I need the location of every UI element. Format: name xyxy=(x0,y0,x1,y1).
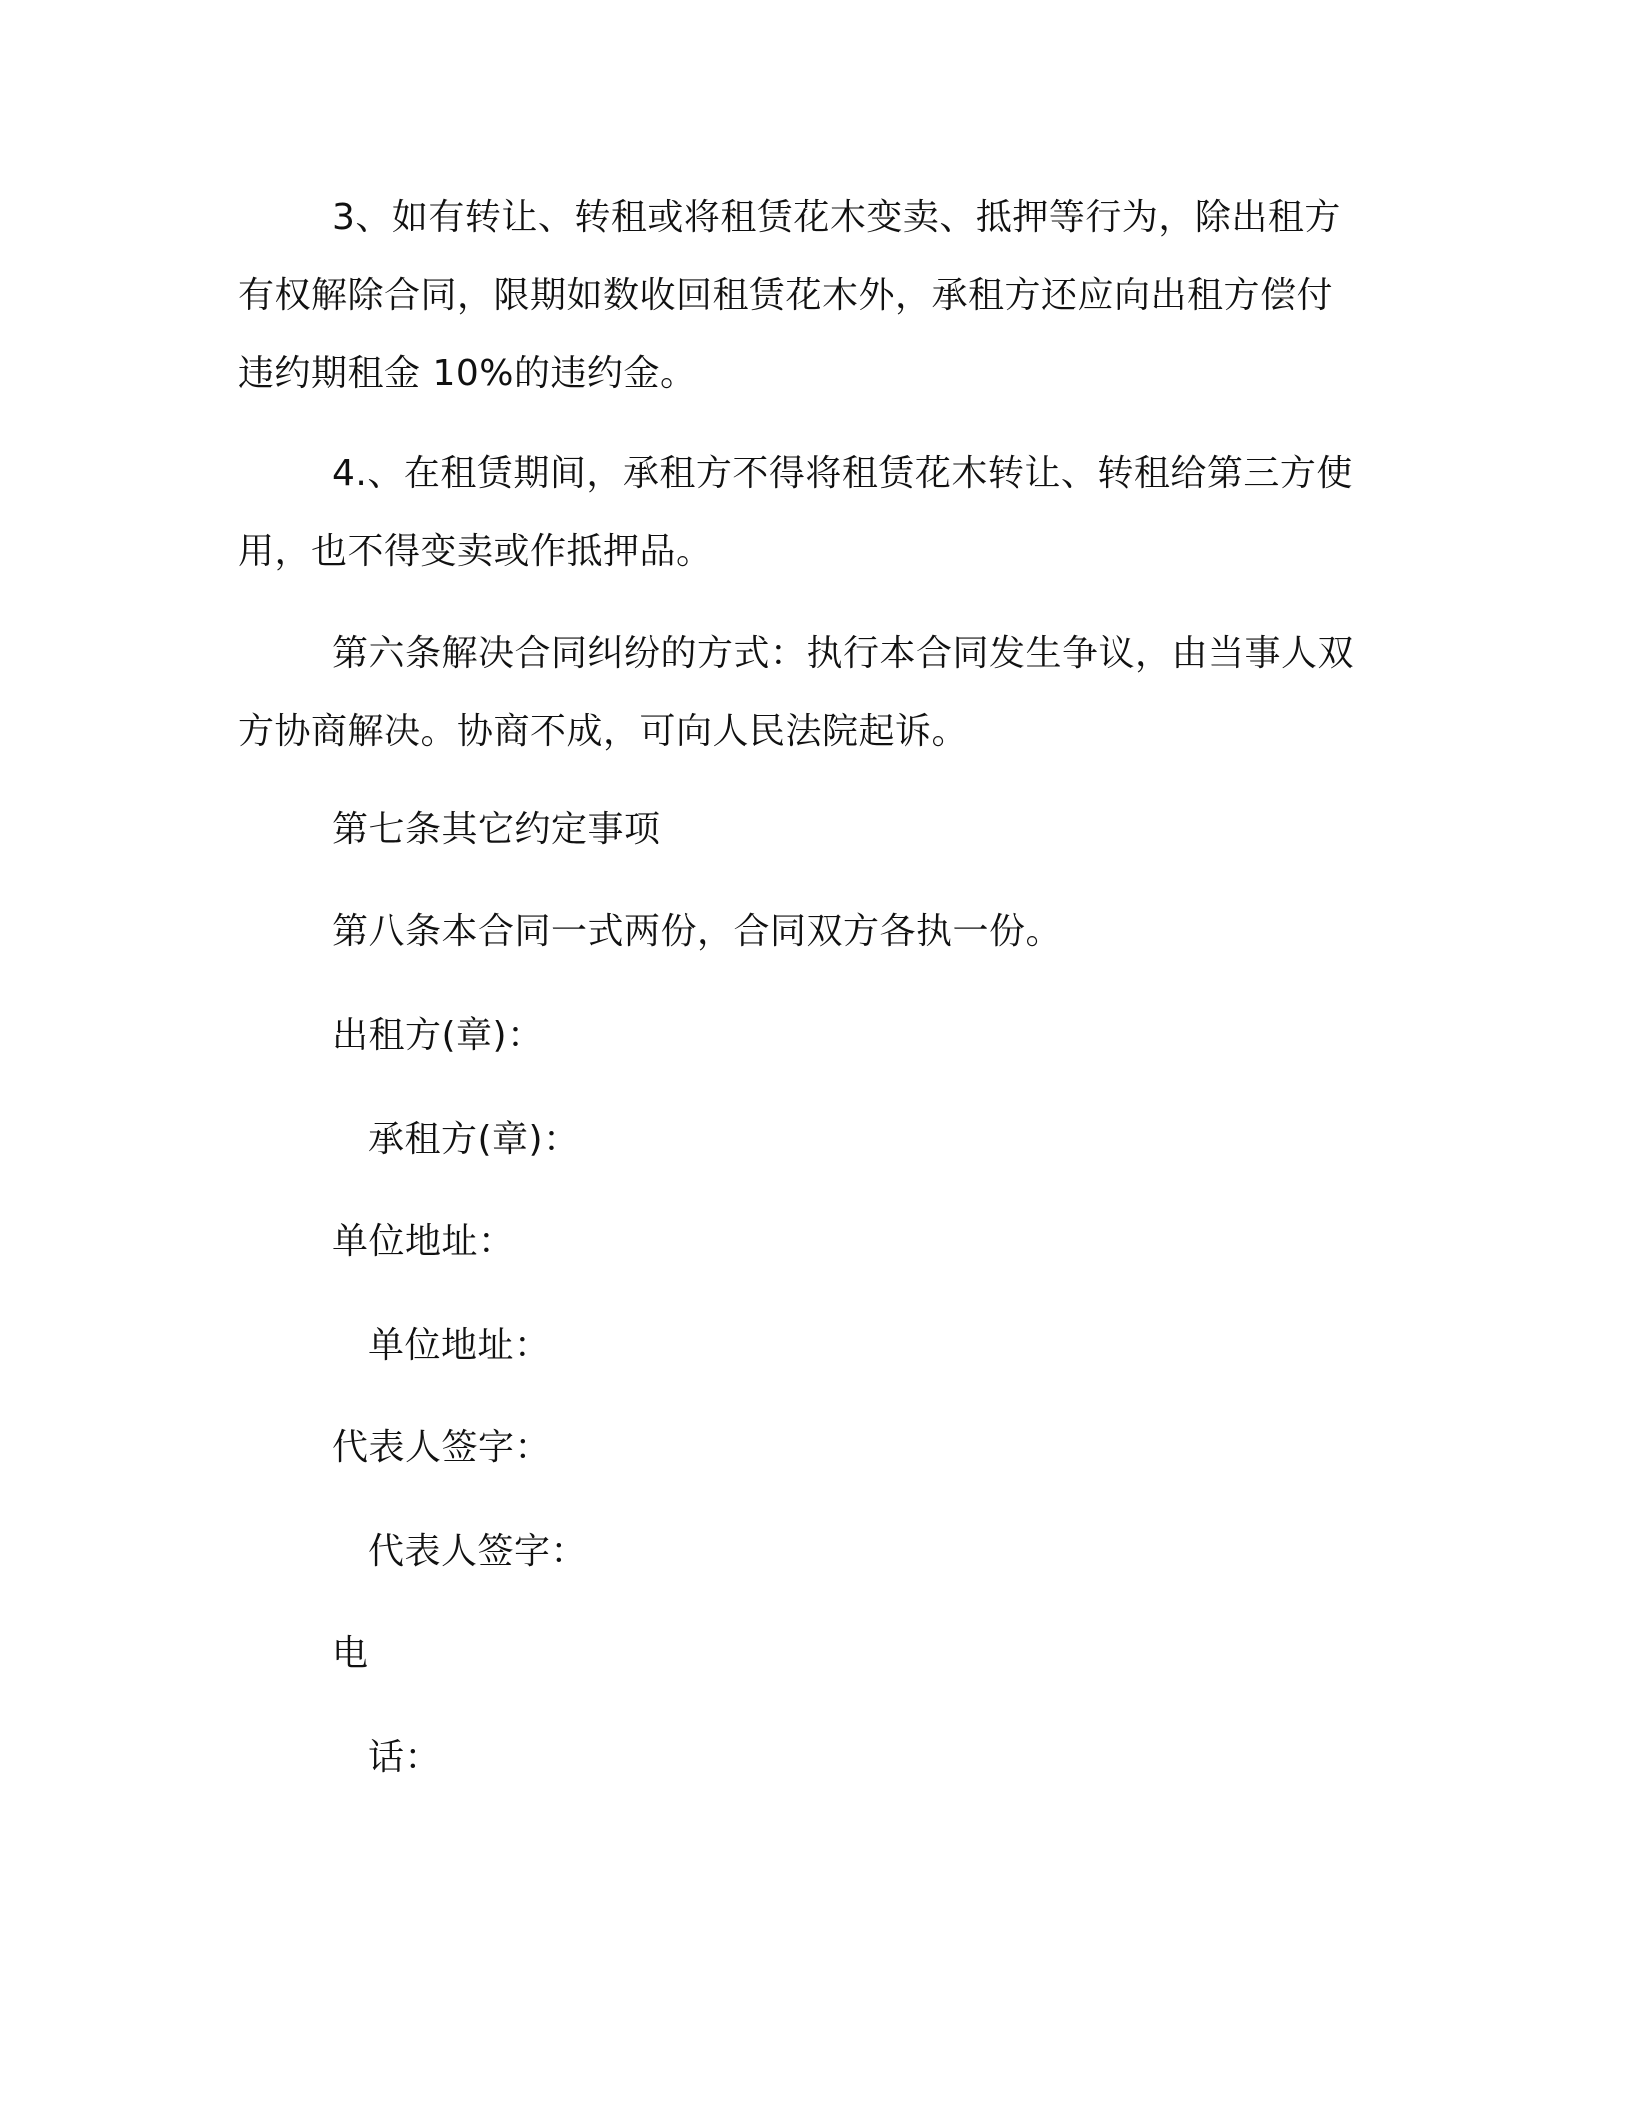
clause-3-line-1: 3、如有转让、转租或将租赁花木变卖、抵押等行为，除出租方 xyxy=(332,197,1341,238)
article-6-line-1: 第六条解决合同纠纷的方式：执行本合同发生争议，由当事人双 xyxy=(332,633,1355,674)
clause-3-line-2: 有权解除合同，限期如数收回租赁花木外，承租方还应向出租方偿付 xyxy=(238,275,1334,316)
lessee-representative-label: 代表人签字： xyxy=(368,1531,588,1572)
clause-4-line-2: 用，也不得变卖或作抵押品。 xyxy=(238,531,713,572)
lessor-address-label: 单位地址： xyxy=(332,1221,515,1262)
phone-label-part-2: 话： xyxy=(368,1737,442,1778)
clause-3-line-3: 违约期租金 10%的违约金。 xyxy=(238,353,697,394)
article-6-line-2: 方协商解决。协商不成，可向人民法院起诉。 xyxy=(238,711,969,752)
lessor-seal-label: 出租方(章)： xyxy=(332,1015,544,1056)
article-7: 第七条其它约定事项 xyxy=(332,809,661,850)
clause-4-line-1: 4.、在租赁期间，承租方不得将租赁花木转让、转租给第三方使 xyxy=(332,453,1353,494)
lessee-seal-label: 承租方(章)： xyxy=(368,1119,580,1160)
lessor-representative-label: 代表人签字： xyxy=(332,1427,552,1468)
phone-label-part-1: 电 xyxy=(332,1633,369,1674)
article-8: 第八条本合同一式两份，合同双方各执一份。 xyxy=(332,911,1063,952)
lessee-address-label: 单位地址： xyxy=(368,1325,551,1366)
